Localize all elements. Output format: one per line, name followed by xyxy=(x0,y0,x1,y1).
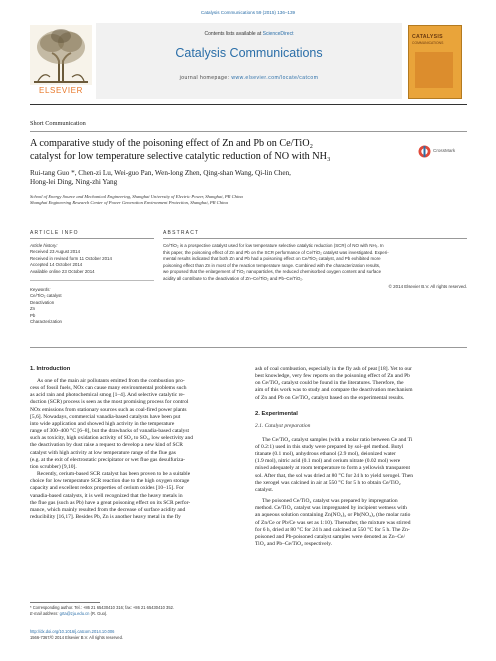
text-line: catalyst. xyxy=(255,486,274,493)
text-line: such as toxicity, high oxidation activity of SO₂ to SO₃, low selectivity and xyxy=(30,435,193,442)
abstract-line: mental results indicated that both Zn and Pb had a poisoning effect on Ce/TiO₂ catalyst, and Pb exhibited more xyxy=(163,256,381,262)
email-suffix: (R. Guo). xyxy=(89,610,108,616)
text-line: capacity and excellent redox properties of cerium oxides [10–15]. For xyxy=(30,485,184,492)
text-line: sol. After that, the sol was dried at 80 °C for 24 h to yield xerogel. Then xyxy=(255,472,414,479)
abstract-bottom-rule xyxy=(30,347,467,348)
article-history xyxy=(30,243,154,275)
text-line: method. Ce/TiO₂ catalyst was impregnated by incipient wetness with xyxy=(255,505,407,512)
masthead-center xyxy=(96,23,402,99)
corresponding-author-note: * Corresponding author. Tel.: +86 21 65430410 316; fax: +86 21 65430410 352. xyxy=(30,605,175,610)
text-line: into wide application and showed high activity in the temperature xyxy=(30,420,175,427)
text-line: of Zn and Pb on Ce/TiO₂ catalyst based on the experimental results. xyxy=(255,394,405,401)
keyword: Characterization xyxy=(30,319,62,325)
affiliation-2: Shanghai Engineering Research Center of Power Generation Environment Protection, Shanghai, PR China xyxy=(30,200,228,206)
history-item: Received in revised form 11 October 2014 xyxy=(30,255,112,261)
abstract-line: this paper, the poisoning effect of Zn and Pb on the SCR performance of Ce/TiO₂ catalyst was investigated. Experi- xyxy=(163,249,389,255)
text-line: vanadia-based catalysts, it is well recognized that the heavy metals in xyxy=(30,492,183,499)
experimental-heading: 2. Experimental xyxy=(255,410,298,417)
doi-block xyxy=(30,629,290,641)
text-line: catalyst with high activity at low temperature range of the flue gas xyxy=(30,449,176,456)
issn-line: 1566-7367/© 2014 Elsevier B.V. All rights reserved. xyxy=(30,634,123,640)
cover-title: CATALYSIS xyxy=(412,34,443,40)
text-line: the deactivation by dust raise a request to develop a new kind of SCR xyxy=(30,442,183,449)
keyword: Ce/TiO₂ catalyst xyxy=(30,293,62,299)
crossmark-badge[interactable] xyxy=(418,145,468,159)
text-line: mixed adequately at room temperature to form a yellowish transparent xyxy=(255,465,411,472)
text-line: an aqueous solution containing Zn(NO₃)₂ or Pb(NO₃)₂ (the molar ratio xyxy=(255,512,411,519)
email-prefix: E-mail address: xyxy=(30,610,60,616)
sciencedirect-link[interactable]: ScienceDirect xyxy=(262,31,294,37)
keywords-label: Keywords: xyxy=(30,287,51,292)
article-type-rule xyxy=(30,131,467,132)
elsevier-logo xyxy=(30,25,92,97)
text-line: titanate (0.1 mol), anhydrous ethanol (2.9 mol), deionized water xyxy=(255,451,396,458)
title-line-2: catalyst for low temperature selective catalytic reduction of NO with NH₃ xyxy=(30,150,331,162)
homepage-line xyxy=(96,75,402,81)
contents-line xyxy=(96,31,402,37)
affiliations xyxy=(30,194,467,206)
abstract-heading: ABSTRACT xyxy=(163,230,200,236)
masthead xyxy=(30,23,467,101)
keyword: Pb xyxy=(30,312,36,318)
cover-subtitle: COMMUNICATIONS xyxy=(412,41,444,45)
journal-name: Catalysis Communications xyxy=(175,46,323,60)
text-line: the xerogel was calcined in air at 550 °C for 5 h to obtain Ce/TiO₂ xyxy=(255,479,401,486)
text-line: range of 300–400 °C [6–8], but the drawbacks of vanadia-based catalyst xyxy=(30,428,190,435)
abstract-rule xyxy=(163,238,467,239)
journal-reference: Catalysis Communications 59 (2015) 136–139 xyxy=(200,10,296,15)
text-line: (e.g. at the exit of electrostatic precipitator or wet flue gas desulfuriza- xyxy=(30,456,186,463)
article-type: Short Communication xyxy=(30,120,86,127)
doi-link[interactable]: http://dx.doi.org/10.1016/j.catcom.2014.10.006 xyxy=(30,629,115,634)
keyword: Zn xyxy=(30,306,36,312)
abstract-line: Ce/TiO₂ is a prospective catalyst used for low temperature selective catalytic reduction (SCR) of NO with NH₃. In xyxy=(163,243,384,248)
right-column xyxy=(255,366,467,548)
cover-image xyxy=(415,52,453,88)
elsevier-tree-icon xyxy=(30,25,92,85)
crossmark-label: CrossMark xyxy=(433,148,456,153)
article-title xyxy=(30,138,410,164)
abstract-line: poisoning effect than Zn in most of the reaction temperature range. Combined with the characterization results, xyxy=(163,262,381,268)
email-link[interactable]: grta@zju.edu.cn xyxy=(59,610,90,616)
text-line: of 0.2:1) used in this study were prepared by sol–gel method. Butyl xyxy=(255,443,404,450)
text-line: [5,6]. Nowadays, commercial vanadia-based catalysts have been put xyxy=(30,413,181,420)
homepage-link[interactable]: www.elsevier.com/locate/catcom xyxy=(231,75,319,81)
article-info-heading: ARTICLE INFO xyxy=(30,230,79,236)
text-line: poisoned and Pb-poisoned catalyst samples were denoted as Zn–Ce/ xyxy=(255,533,405,540)
text-line: TiO₂ and Pb–Ce/TiO₂ respectively. xyxy=(255,540,333,547)
email-note xyxy=(30,611,270,617)
footnotes xyxy=(30,605,270,617)
abstract-body xyxy=(163,243,467,290)
text-line: NOx emissions from stationary sources such as coal-fired power plants xyxy=(30,406,187,413)
history-item: Available online 23 October 2014 xyxy=(30,268,95,274)
text-line: for 6 h, dried at 80 °C for 24 h and calcined at 550 °C for 5 h. The Zn- xyxy=(255,526,410,533)
text-line: Recently, cerium-based SCR catalyst has been proven to be a suitable xyxy=(37,471,191,478)
text-line: cess of fossil fuels, NOx can cause many environmental problems such xyxy=(30,385,187,392)
keyword: Deactivation xyxy=(30,299,55,305)
history-item: Accepted 14 October 2014 xyxy=(30,262,83,268)
text-line: aim of this work was to study and compare the deactivation mechanism xyxy=(255,387,413,394)
authors-line-2: Hong-lei Ding, Ning-zhi Yang xyxy=(30,178,118,187)
history-label: Article history: xyxy=(30,243,58,248)
text-line: As one of the main air pollutants emitted from the combustion pro- xyxy=(37,378,185,384)
text-line: best knowledge, very few reports on the poisoning effect of Zn and Pb xyxy=(255,373,410,380)
footnote-rule xyxy=(30,602,100,603)
text-line: The poisoned Ce/TiO₂ catalyst was prepared by impregnation xyxy=(262,498,398,505)
text-line: reducibility [16,17]. Besides Pb, Zn is another heavy metal in the fly xyxy=(30,513,181,520)
publisher-name: ELSEVIER xyxy=(39,86,83,95)
text-line: (1.9 mol), nitric acid (0.1 mol) and cerium nitrate (0.02 mol) were xyxy=(255,458,401,465)
text-line: The Ce/TiO₂ catalyst samples (with a molar ratio between Ce and Ti xyxy=(262,436,413,443)
intro-continued xyxy=(255,366,467,402)
journal-cover xyxy=(408,25,462,99)
intro-body xyxy=(30,378,242,521)
abstract-line: we proposed that the enlargement of TiO₂ nanoparticles, the reduced chemisorbed oxygen content and surface xyxy=(163,269,382,275)
text-line: choice for low temperature SCR reaction due to the high oxygen storage xyxy=(30,478,190,485)
subsection-heading: 2.1. Catalyst preparation xyxy=(255,422,311,429)
contents-prefix: Contents lists available at xyxy=(204,31,263,37)
text-line: of Zn/Ce or Pb/Ce was set as 1:10). Thereafter, the mixture was stirred xyxy=(255,519,411,526)
masthead-rule xyxy=(30,104,467,105)
title-line-1: A comparative study of the poisoning effect of Zn and Pb on Ce/TiO₂ xyxy=(30,138,314,149)
preparation-body xyxy=(255,437,467,548)
author-list xyxy=(30,169,460,188)
affiliation-1: School of Energy Source and Mechanical Engineering, Shanghai University of Electric Power, Shanghai, PR China xyxy=(30,194,243,199)
text-line: ash of coal combustion, especially in the fly ash of peat [18]. Yet to our xyxy=(255,366,412,372)
authors-line-1: Rui-tang Guo *, Chen-zi Lu, Wei-guo Pan, Wen-long Zhen, Qing-shan Wang, Qi-lin Chen, xyxy=(30,169,291,177)
text-line: duction (SCR) process is seen as the most promising process for control xyxy=(30,399,189,406)
article-info-rule xyxy=(30,238,154,239)
copyright: © 2014 Elsevier B.V. All rights reserved. xyxy=(388,283,467,289)
abstract-line: acidity all contribute to the deactivation of Zn–Ce/TiO₂ and Pb–Ce/TiO₂. xyxy=(163,275,304,281)
crossmark-icon xyxy=(418,145,431,158)
text-line: as acid rain and photochemical smog [1–4]. And selective catalytic re- xyxy=(30,392,185,399)
history-item: Received 23 August 2014 xyxy=(30,249,81,255)
text-line: on Ce/TiO₂ catalyst could be found in the literatures. Therefore, the xyxy=(255,380,404,387)
text-line: the flue gas (such as Pb) have a great poisoning effect on its SCR perfor- xyxy=(30,499,191,506)
text-line: mance, which mainly resulted from the decrease of surface acidity and xyxy=(30,506,186,513)
keywords xyxy=(30,287,154,325)
intro-heading: 1. Introduction xyxy=(30,366,71,372)
history-rule xyxy=(30,280,154,281)
homepage-prefix: journal homepage: xyxy=(179,75,232,81)
text-line: tion scrubber) [9,10]. xyxy=(30,463,77,470)
left-column xyxy=(30,366,242,521)
